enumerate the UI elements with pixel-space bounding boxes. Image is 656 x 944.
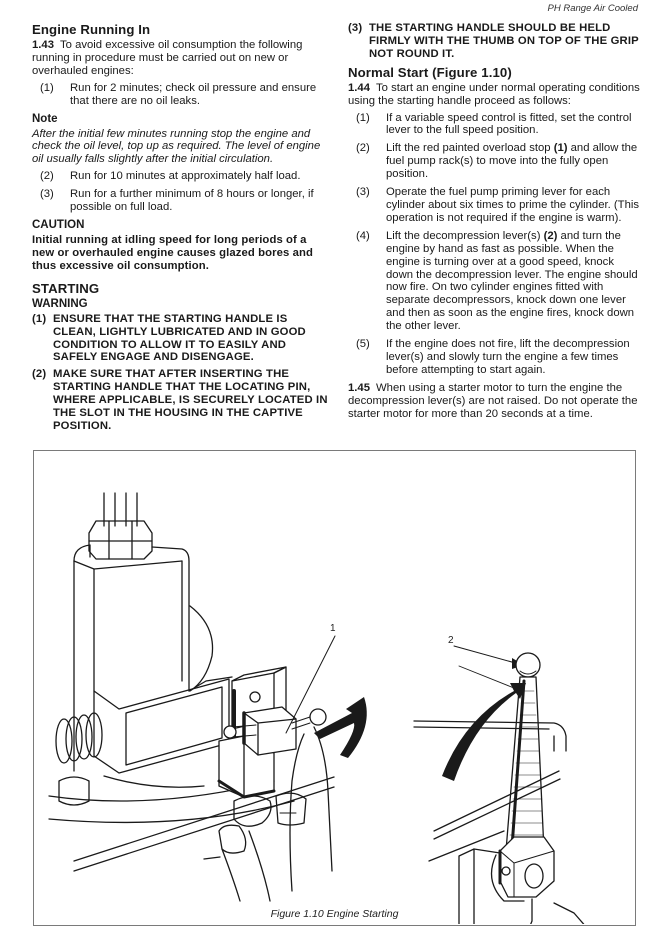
list-item (356, 112, 640, 138)
figure-reference: (2) (543, 229, 558, 242)
list-item (356, 230, 640, 333)
section-title-starting: STARTING (32, 280, 100, 296)
engine-starting-illustration (34, 451, 634, 924)
list-marker: (3) (40, 188, 54, 201)
warning-heading: WARNING (32, 297, 88, 310)
warning-list-continued (348, 22, 640, 61)
list-marker: (3) (356, 186, 370, 199)
list-marker: (2) (356, 142, 370, 155)
list-marker: (1) (40, 81, 54, 94)
callout-2: 2 (448, 635, 454, 646)
paragraph-text: To avoid excessive oil consumption the following running in procedure must be carried out on new or overhauled engines: (32, 39, 303, 77)
list-item-text: Run for 2 minutes; check oil pressure and ensure that there are no oil leaks. (70, 81, 317, 107)
paragraph-text: To start an engine under normal operating conditions using the starting handle proceed as follows: (348, 81, 640, 107)
list-item-text: Operate the fuel pump priming lever for each cylinder about six times to prime the cylinder. (This operation is not required if the engine is warm). (386, 186, 640, 224)
warning-list (32, 313, 328, 433)
list-item-text: If the engine does not fire, lift the decompression lever(s) and slowly turn the engine a few times before attempting to start again. (386, 338, 630, 376)
paragraph-text: When using a starter motor to turn the engine the decompression lever(s) are not raised. Do not operate the starter motor for more than 20 seconds at a time. (348, 381, 638, 420)
list-marker: (5) (356, 338, 370, 351)
list-marker: (3) (348, 22, 363, 34)
list-item (356, 338, 640, 377)
list-marker: (4) (356, 229, 370, 242)
warning-text: MAKE SURE THAT AFTER INSERTING THE STARTING HANDLE THAT THE LOCATING PIN, WHERE APPLICABLE, IS SECURELY LOCATED IN THE SLOT IN THE HOUSING IN THE CAPTIVE POSITION. (53, 368, 328, 432)
running-in-steps-a (32, 82, 328, 108)
warning-item (32, 313, 328, 365)
list-item (40, 82, 328, 108)
list-marker: (1) (32, 312, 47, 325)
paragraph-number: 1.43 (32, 39, 54, 51)
caution-text: Initial running at idling speed for long periods of a new or overhauled engine causes glazed bores and thus excessive oil consumption. (32, 233, 314, 272)
right-column (348, 22, 640, 424)
warning-text: ENSURE THAT THE STARTING HANDLE IS CLEAN, LIGHTLY LUBRICATED AND IN GOOD CONDITION TO ALLOW IT TO EASILY AND SAFELY ENGAGE AND DISENGAGE. (53, 312, 306, 364)
list-item-text: Run for a further minimum of 8 hours or longer, if possible on full load. (70, 188, 314, 214)
caution-heading: CAUTION (32, 218, 85, 231)
note-text: After the initial few minutes running stop the engine and check the oil level, top up as required. The level of engine oil usually falls slightly after the initial circulation. (32, 127, 321, 166)
callout-1: 1 (330, 623, 336, 634)
spring-drawing (56, 713, 102, 763)
fuel-pump-drawing (49, 493, 367, 901)
figure-caption: Figure 1.10 Engine Starting (270, 908, 399, 920)
left-column (32, 22, 328, 437)
running-in-steps-b (32, 170, 328, 214)
figure-1-10 (33, 450, 636, 926)
section-title-normal-start: Normal Start (Figure 1.10) (348, 64, 512, 80)
list-item-text: and turn the engine by hand as fast as possible. When the engine is turning over at a good speed, knock down the decompression lever. The engine should now fire. On two cylinder engines fitted with separate decompressors, knock down one lever and then as soon as the engine fires, knock down the other lever. (386, 229, 638, 333)
list-marker: (2) (40, 170, 54, 183)
list-item (356, 142, 640, 181)
paragraph-1-43 (32, 39, 328, 78)
paragraph-1-44 (348, 82, 640, 108)
paragraph-number: 1.45 (348, 381, 370, 394)
note-heading: Note (32, 112, 58, 125)
warning-text: THE STARTING HANDLE SHOULD BE HELD FIRMLY WITH THE THUMB ON TOP OF THE GRIP NOT ROUND IT. (369, 22, 639, 60)
list-item-text: Run for 10 minutes at approximately half load. (70, 170, 301, 183)
normal-start-steps (348, 112, 640, 377)
list-marker: (1) (356, 111, 370, 124)
running-head: PH Range Air Cooled (547, 3, 638, 14)
list-item-text: Lift the red painted overload stop (386, 142, 554, 155)
paragraph-number: 1.44 (348, 81, 370, 94)
list-item (40, 188, 328, 214)
warning-item (348, 22, 640, 61)
list-item-text: and allow the fuel pump rack(s) to move into the fully open position. (386, 142, 638, 181)
section-title-engine-running-in: Engine Running In (32, 22, 151, 37)
decompression-lever-drawing (414, 646, 614, 924)
list-item-text: If a variable speed control is fitted, set the control lever to the full speed position. (386, 111, 632, 137)
paragraph-1-45 (348, 382, 640, 421)
list-marker: (2) (32, 368, 47, 381)
warning-item (32, 368, 328, 433)
figure-reference: (1) (553, 142, 568, 155)
list-item (356, 186, 640, 225)
list-item (40, 170, 328, 183)
list-item-text: Lift the decompression lever(s) (386, 229, 544, 242)
